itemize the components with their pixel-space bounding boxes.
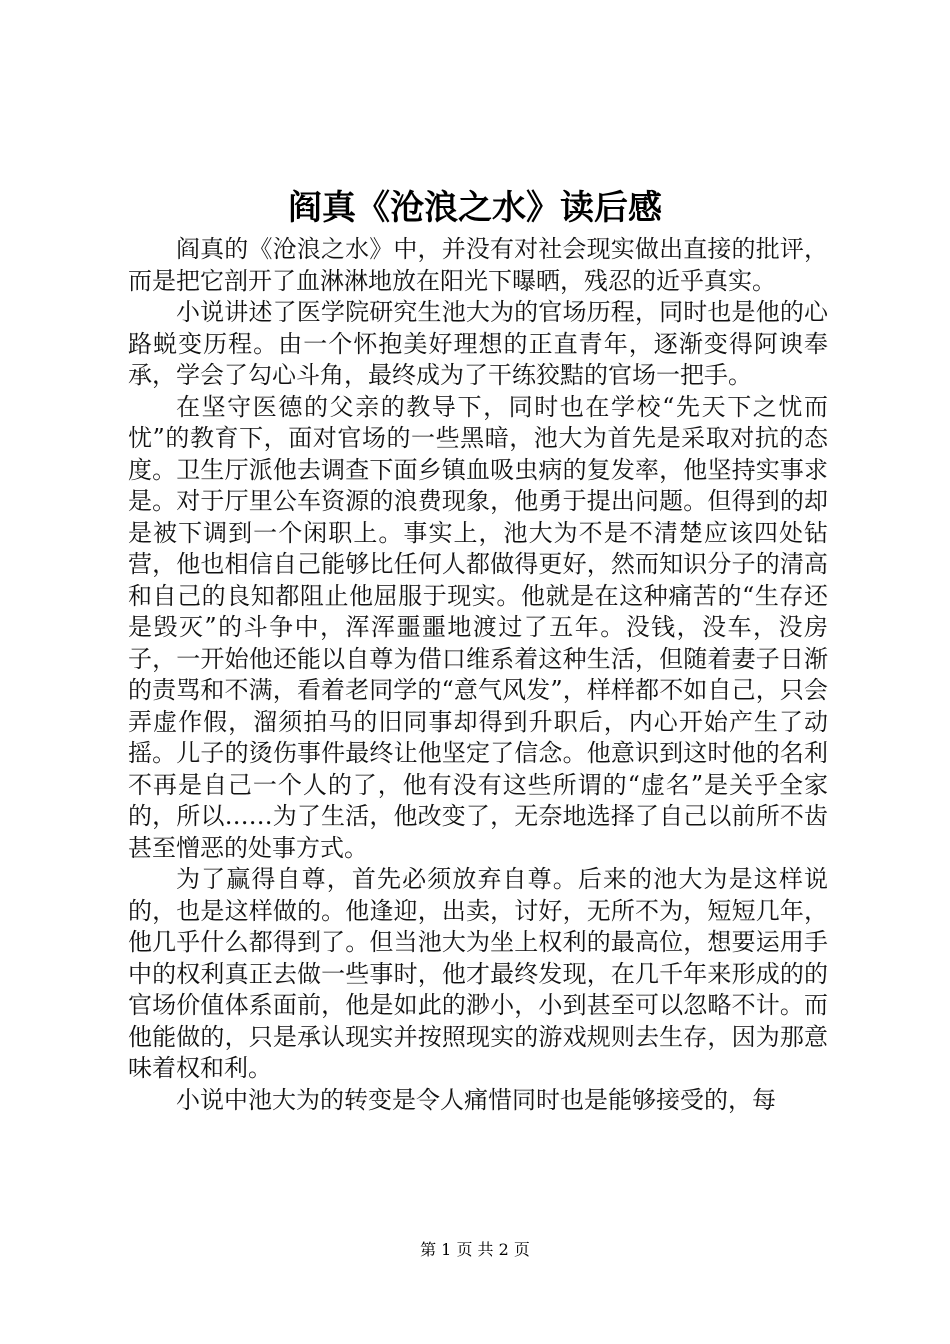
paragraph-4: 为了赢得自尊，首先必须放弃自尊。后来的池大为是这样说的，也是这样做的。他逢迎，出卖，讨好，无所不为，短短几年，他几乎什么都得到了。但当池大为坐上权利的最高位，想要运用手中的权利真正去做一些事时，他才最终发现，在几千年来形成的的官场价值体系面前，他是如此的渺小，小到甚至可以忽略不计。而他能做的，只是承认现实并按照现实的游戏规则去生存，因为那意味着权和利。: [128, 865, 828, 1082]
paragraph-3: 在坚守医德的父亲的教导下，同时也在学校“先天下之忧而忧”的教育下，面对官场的一些黑暗，池大为首先是采取对抗的态度。卫生厅派他去调查下面乡镇血吸虫病的复发率，他坚持实事求是。对于厅里公车资源的浪费现象，他勇于提出问题。但得到的却是被下调到一个闲职上。事实上，池大为不是不清楚应该四处钻营，他也相信自己能够比任何人都做得更好，然而知识分子的清高和自己的良知都阻止他屈服于现实。他就是在这种痛苦的“生存还是毁灭”的斗争中，浑浑噩噩地渡过了五年。没钱，没车，没房子，一开始他还能以自尊为借口维系着这种生活，但随着妻子日渐的责骂和不满，看着老同学的“意气风发”，样样都不如自己，只会弄虚作假，溜须拍马的旧同事却得到升职后，内心开始产生了动摇。儿子的烫伤事件最终让他坚定了信念。他意识到这时他的名利不再是自己一个人的了，他有没有这些所谓的“虚名”是关乎全家的，所以……为了生活，他改变了，无奈地选择了自己以前所不齿甚至憎恶的处事方式。: [128, 392, 828, 862]
paragraph-2: 小说讲述了医学院研究生池大为的官场历程，同时也是他的心路蜕变历程。由一个怀抱美好理想的正直青年，逐渐变得阿谀奉承，学会了勾心斗角，最终成为了干练狡黠的官场一把手。: [128, 298, 828, 389]
paragraph-1: 阎真的《沧浪之水》中，并没有对社会现实做出直接的批评，而是把它剖开了血淋淋地放在阳光下曝晒，残忍的近乎真实。: [128, 235, 828, 295]
page-footer: 第 1 页 共 2 页: [420, 1240, 530, 1259]
document-title: 阎真《沧浪之水》读后感: [288, 188, 662, 228]
paragraph-5: 小说中池大为的转变是令人痛惜同时也是能够接受的，每: [176, 1085, 776, 1114]
document-body: [128, 234, 828, 1116]
